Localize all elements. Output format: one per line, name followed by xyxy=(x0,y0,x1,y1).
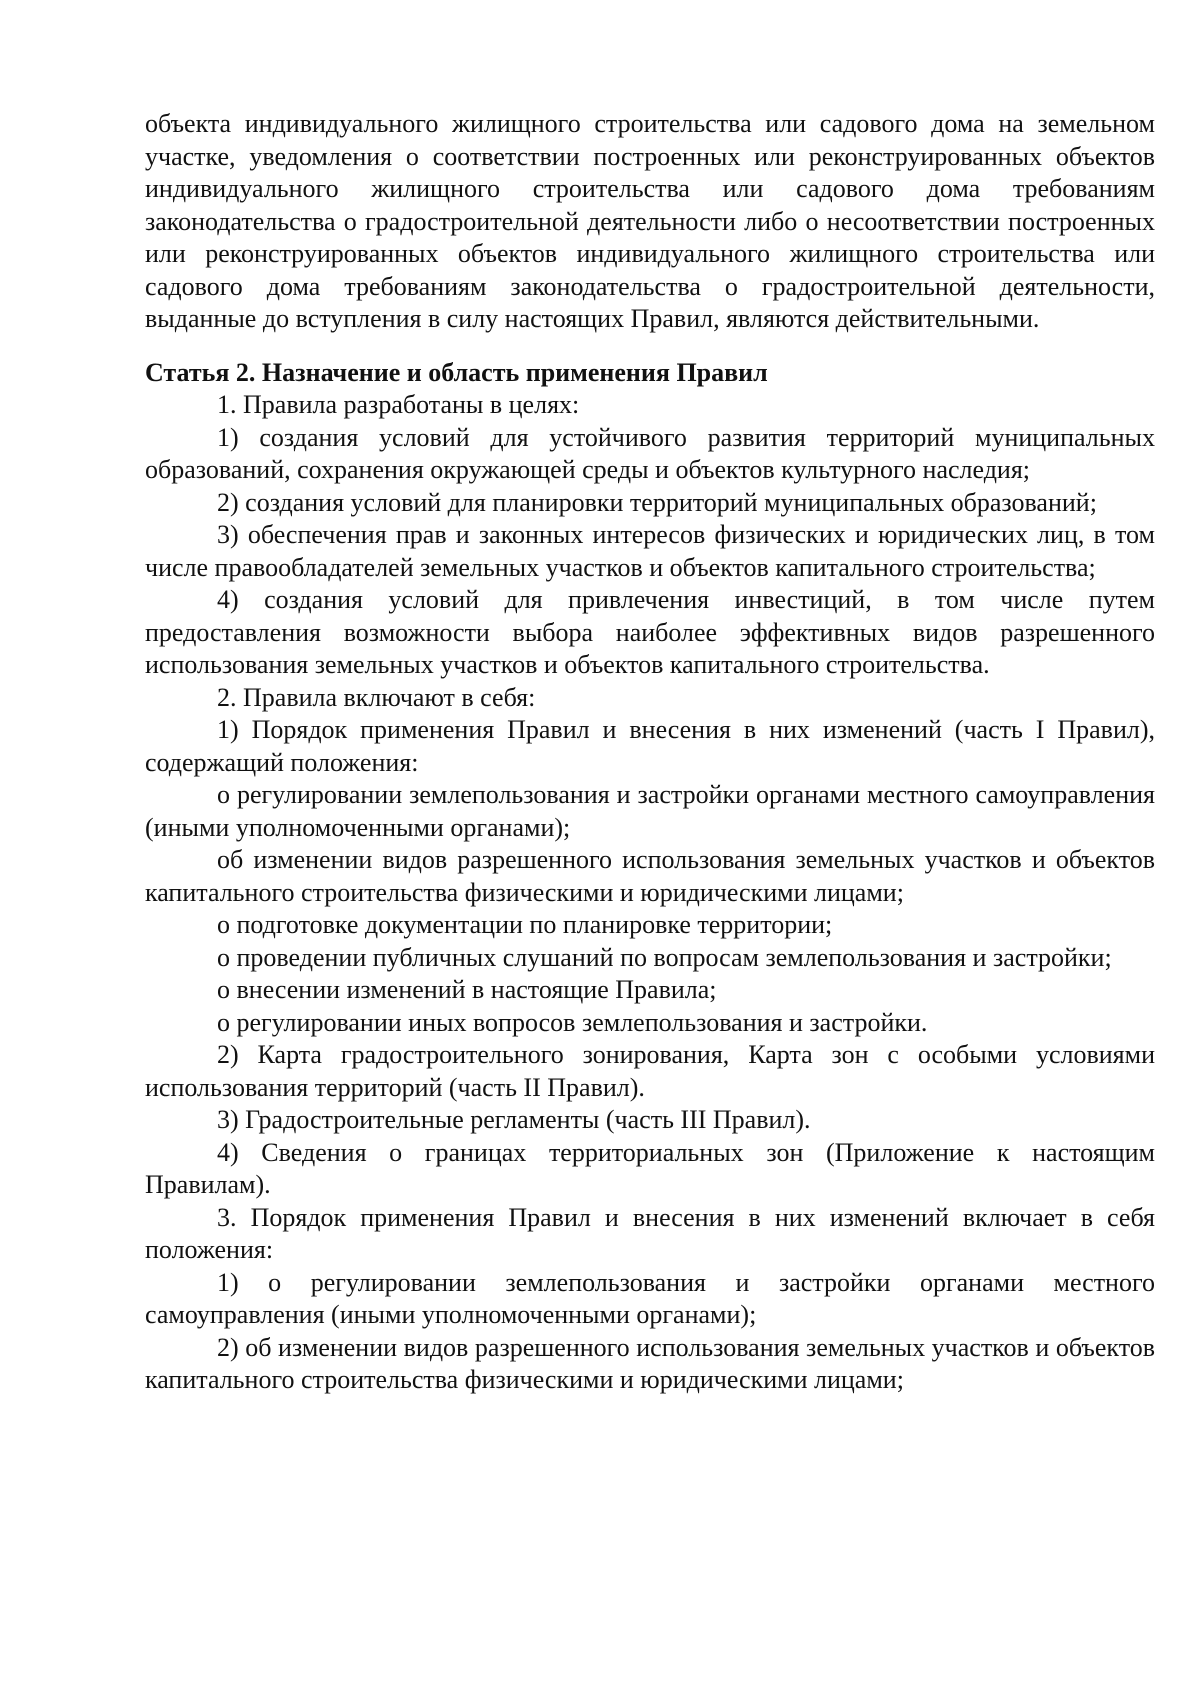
paragraph-2: 1) создания условий для устойчивого развития территорий муниципальных образований, сохранения окружающей среды и объектов культурного наследия; xyxy=(145,422,1155,484)
paragraph-19: 2) об изменении видов разрешенного использования земельных участков и объектов капитального строительства физическими и юридическими лицами; xyxy=(145,1332,1155,1394)
paragraph-3: 2) создания условий для планировки территорий муниципальных образований; xyxy=(217,487,1097,517)
paragraph-1: 1. Правила разработаны в целях: xyxy=(217,390,580,419)
paragraph-10: о подготовке документации по планировке территории; xyxy=(217,910,833,939)
document-page xyxy=(145,108,1155,1397)
paragraph-17: 3. Порядок применения Правил и внесения в них изменений включает в себя положения: xyxy=(145,1202,1155,1264)
paragraph-15: 3) Градостроительные регламенты (часть III Правил). xyxy=(217,1105,811,1134)
paragraph-7: 1) Порядок применения Правил и внесения в них изменений (часть I Правил), содержащий положения: xyxy=(145,715,1155,777)
paragraph-6: 2. Правила включают в себя: xyxy=(217,682,536,712)
paragraph-18: 1) о регулировании землепользования и застройки органами местного самоуправления (иными уполномоченными органами); xyxy=(145,1267,1155,1329)
article-heading: Статья 2. Назначение и область применения Правил xyxy=(145,357,768,387)
paragraph-13: о регулировании иных вопросов землепользования и застройки. xyxy=(217,1007,928,1037)
paragraph-14: 2) Карта градостроительного зонирования, Карта зон с особыми условиями использования территорий (часть II Правил). xyxy=(145,1040,1155,1102)
paragraph-11: о проведении публичных слушаний по вопросам землепользования и застройки; xyxy=(217,942,1112,972)
paragraph-5: 4) создания условий для привлечения инвестиций, в том числе путем предоставления возможности выбора наиболее эффективных видов разрешенного использования земельных участков и объектов капитального строительства. xyxy=(145,585,1155,679)
paragraph-12: о внесении изменений в настоящие Правила; xyxy=(217,975,717,1004)
paragraph-16: 4) Сведения о границах территориальных зон (Приложение к настоящим Правилам). xyxy=(145,1137,1155,1199)
intro-paragraph: объекта индивидуального жилищного строительства или садового дома на земельном участке, уведомления о соответствии построенных или реконструированных объектов индивидуального жилищного строительства или садового дома требованиям законодательства о градостроительной деятельности либо о несоответствии построенных или реконструированных объектов индивидуального жилищного строительства или садового дома требованиям законодательства о градостроительной деятельности, выданные до вступления в силу настоящих Правил, являются действительными. xyxy=(145,109,1155,333)
paragraph-8: о регулировании землепользования и застройки органами местного самоуправления (иными уполномоченными органами); xyxy=(145,780,1155,842)
paragraph-4: 3) обеспечения прав и законных интересов физических и юридических лиц, в том числе правообладателей земельных участков и объектов капитального строительства; xyxy=(145,520,1155,582)
paragraph-9: об изменении видов разрешенного использования земельных участков и объектов капитального строительства физическими и юридическими лицами; xyxy=(145,845,1155,907)
